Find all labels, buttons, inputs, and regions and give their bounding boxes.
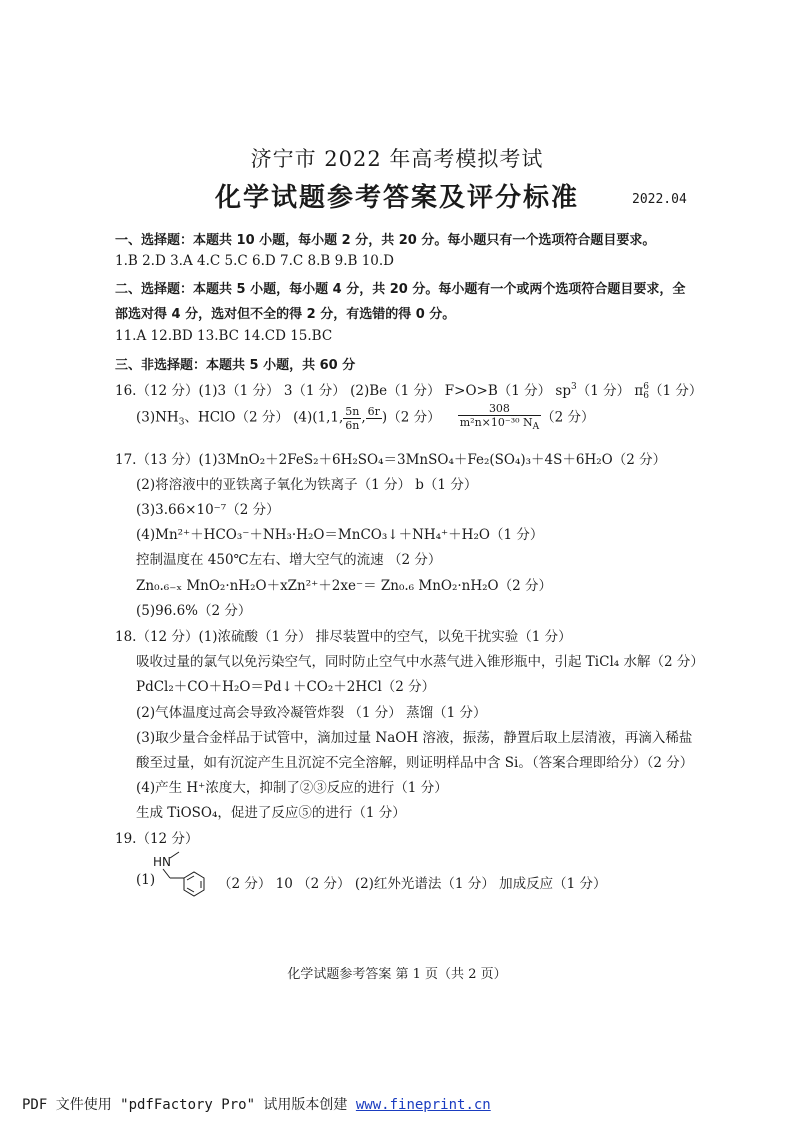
q18-line8: 生成 TiOSO₄，促进了反应⑤的进行（1 分） <box>136 805 406 821</box>
q19-rest: （2 分） 10 （2 分） (2)红外光谱法（1 分） 加成反应（1 分） <box>218 876 607 892</box>
section3-heading: 三、非选择题：本题共 5 小题，共 60 分 <box>115 358 356 373</box>
q18-line4: (2)气体温度过高会导致冷凝管炸裂 （1 分） 蒸馏（1 分） <box>136 705 487 721</box>
q18-line2: 吸收过量的氯气以免污染空气，同时防止空气中水蒸气进入锥形瓶中，引起 TiCl₄ 水解（2 分） <box>136 654 704 670</box>
q16-line2-b: 、HClO（2 分） (4)(1,1, <box>184 409 344 426</box>
mol-hn-label: HN <box>153 855 171 869</box>
q18-line7: (4)产生 H⁺浓度大，抑制了②③反应的进行（1 分） <box>136 780 448 796</box>
section2-heading-line1: 二、选择题：本题共 5 小题，每小题 4 分，共 20 分。每小题有一个或两个选项符合题目要求，全 <box>115 282 686 297</box>
q18-line6: 酸至过量，如有沉淀产生且沉淀不完全溶解，则证明样品中含 Si。（答案合理即给分）（2 分） <box>136 755 694 771</box>
pdf-creator-note <box>22 1094 491 1114</box>
mol-methyl-bond <box>170 852 179 858</box>
q16-text-c: （1 分） <box>649 383 703 399</box>
q16-text-a: 16.（12 分）(1)3（1 分） 3（1 分） (2)Be（1 分） F>O>B（1 分） sp <box>115 383 572 399</box>
pdf-note-text: PDF 文件使用 "pdfFactory Pro" 试用版本创建 <box>22 1097 356 1113</box>
q16-line2: $(3)NH_3$、HClO（2 分） (4)(1,1, $\frac{5n}{6n}$ , 6r )（2 分） $\frac{308}{m^2n\times 10^{-30} N_A}$ （2 分） <box>136 402 595 432</box>
q16-line2-c: )（2 分） <box>381 409 441 426</box>
q16-line2-d: （2 分） <box>541 409 595 426</box>
page-footer: 化学试题参考答案 第 1 页（共 2 页） <box>287 967 507 982</box>
q18-line1: 18.（12 分）(1)浓硫酸（1 分） 排尽装置中的空气，以免干扰实验（1 分） <box>115 629 572 645</box>
q18-line5: (3)取少量合金样品于试管中，滴加过量 NaOH 溶液，振荡，静置后取上层清液，再滴入稀盐 <box>136 730 693 746</box>
fineprint-link[interactable]: www.fineprint.cn <box>355 1097 491 1113</box>
mol-double-bond-3 <box>187 888 194 892</box>
document-title: 济宁市 2022 年高考模拟考试 <box>250 147 544 171</box>
q16-text-b: （1 分） π <box>576 383 644 399</box>
q17-line3: (3)3.66×10⁻⁷（2 分） <box>136 502 280 518</box>
section1-answers: 1.B 2.D 3.A 4.C 5.C 6.D 7.C 8.B 9.B 10.D <box>115 253 394 269</box>
mol-n-ch2-bond <box>163 869 170 878</box>
q16-line2-a: (3)NH <box>136 409 179 426</box>
q17-line6: Zn₀.₆₋ₓ MnO₂·nH₂O＋xZn²⁺＋2xe⁻＝ Zn₀.₆ MnO₂·nH₂O（2 分） <box>136 578 552 594</box>
q16-fraction-6r: 6r <box>367 404 380 418</box>
benzylamine-structure <box>150 850 220 908</box>
section2-answers: 11.A 12.BD 13.BC 14.CD 15.BC <box>115 328 333 344</box>
q16-pi-subscript: 6 <box>643 390 650 401</box>
q16-fraction-5n-6n: $\frac{5n}{6n}$ <box>345 404 360 432</box>
q17-line5: 控制温度在 450℃左右、增大空气的流速 （2 分） <box>136 552 442 568</box>
q19-line1: 19.（12 分） <box>115 831 199 847</box>
q17-line2: (2)将溶液中的亚铁离子氧化为铁离子（1 分） b（1 分） <box>136 477 478 493</box>
document-subtitle: 化学试题参考答案及评分标准 <box>214 183 579 213</box>
q16-sp-superscript: 3 <box>571 382 577 392</box>
q17-line7: (5)96.6%（2 分） <box>136 603 252 619</box>
q16-pi-superscript: 6 <box>643 381 650 392</box>
q16-line2-sub: 3 <box>178 417 185 428</box>
document-date: 2022.04 <box>632 192 687 207</box>
q16-fraction-density: $\frac{308}{m^2n\times 10^{-30} N_A}$ <box>459 402 540 432</box>
q16-line1 <box>115 379 702 401</box>
mol-double-bond-1 <box>187 876 194 880</box>
q17-line1: 17.（13 分）(1)3MnO₂＋2FeS₂＋6H₂SO₄＝3MnSO₄＋Fe₂(SO₄)₃＋4S＋6H₂O（2 分） <box>115 452 667 468</box>
section2-heading-line2: 部选对得 4 分，选对但不全的得 2 分，有选错的得 0 分。 <box>115 307 456 322</box>
section1-heading: 一、选择题：本题共 10 小题，每小题 2 分，共 20 分。每小题只有一个选项符合题目要求。 <box>115 233 656 248</box>
q18-line3: PdCl₂＋CO＋H₂O＝Pd↓＋CO₂＋2HCl（2 分） <box>136 679 436 695</box>
q17-line4: (4)Mn²⁺＋HCO₃⁻＋NH₃·H₂O＝MnCO₃↓＋NH₄⁺＋H₂O（1 分） <box>136 527 544 543</box>
q19-label-1: (1) <box>136 872 156 888</box>
